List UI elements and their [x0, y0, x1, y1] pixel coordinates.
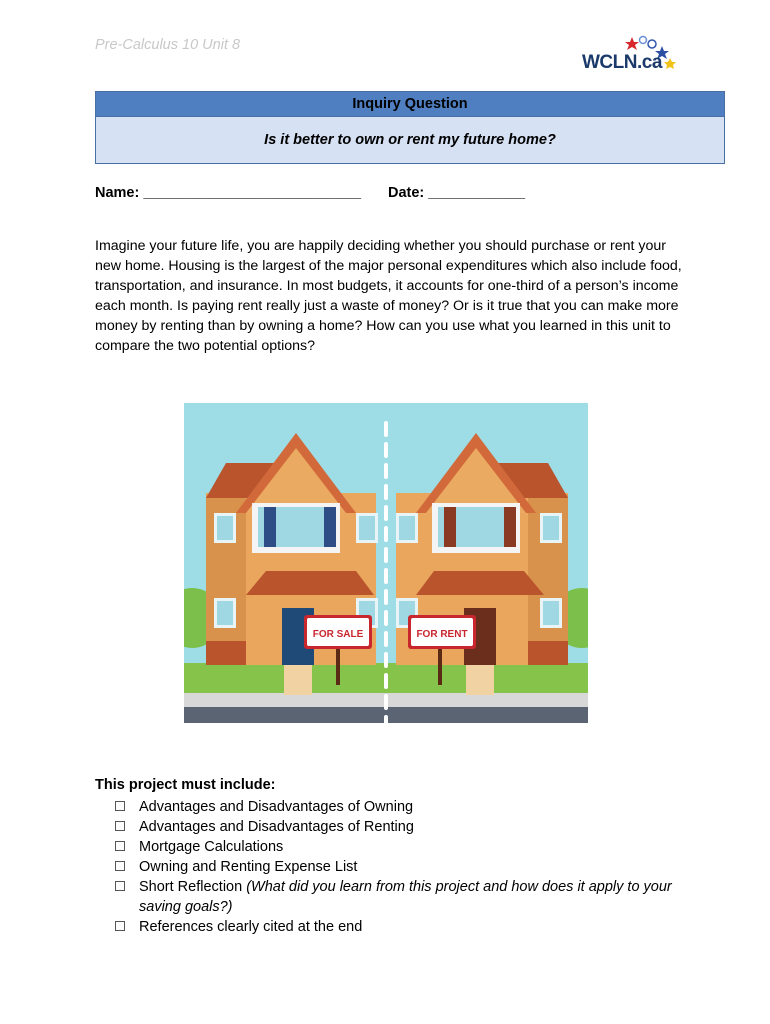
intro-paragraph: Imagine your future life, you are happily deciding whether you should purchase or rent your new home. Housing is the largest of the major personal expenditures which also include food, transportation, and insurance. In most budgets, it accounts for one-third of a person’s income each month. Is paying rent really just a waste of money? Or is it true that you can make more money by renting than by owning a home? How can you use what you learned in this unit to compare the two potential options? [95, 238, 682, 354]
logo-text [582, 52, 662, 74]
list-item [115, 877, 695, 917]
logo-name: WCLN [582, 52, 637, 73]
checkbox[interactable] [115, 821, 125, 831]
inquiry-question: Is it better to own or rent my future home? [96, 117, 724, 163]
item-text: Advantages and Disadvantages of Owning [139, 799, 414, 815]
for-sale-text: FOR SALE [312, 629, 364, 640]
item-text: Advantages and Disadvantages of Renting [139, 819, 414, 835]
checkbox[interactable] [115, 801, 125, 811]
inquiry-box [95, 91, 725, 164]
item-text: Mortgage Calculations [139, 839, 284, 855]
item-text: Short Reflection [139, 879, 247, 895]
list-item [115, 837, 695, 857]
logo-suffix: .ca [636, 52, 662, 73]
inquiry-heading: Inquiry Question [96, 92, 724, 117]
requirements-title: This project must include: [95, 777, 276, 793]
item-text: Owning and Renting Expense List [139, 859, 358, 875]
checkbox[interactable] [115, 861, 125, 871]
item-text: References clearly cited at the end [139, 919, 363, 935]
checkbox[interactable] [115, 881, 125, 891]
list-item [115, 857, 695, 877]
item-note: (What did you learn from this project and how does it apply to your saving goals?) [139, 879, 672, 915]
course-header: Pre-Calculus 10 Unit 8 [95, 37, 241, 53]
list-item [115, 917, 695, 937]
date-field[interactable]: Date: ____________ [388, 185, 526, 201]
requirements-list [115, 797, 695, 937]
name-field[interactable]: Name: ___________________________ [95, 185, 362, 201]
checkbox[interactable] [115, 841, 125, 851]
for-rent-text: FOR RENT [416, 629, 468, 640]
list-item [115, 797, 695, 817]
houses-illustration [184, 403, 588, 723]
checkbox[interactable] [115, 921, 125, 931]
wcln-logo [580, 34, 680, 80]
list-item [115, 817, 695, 837]
